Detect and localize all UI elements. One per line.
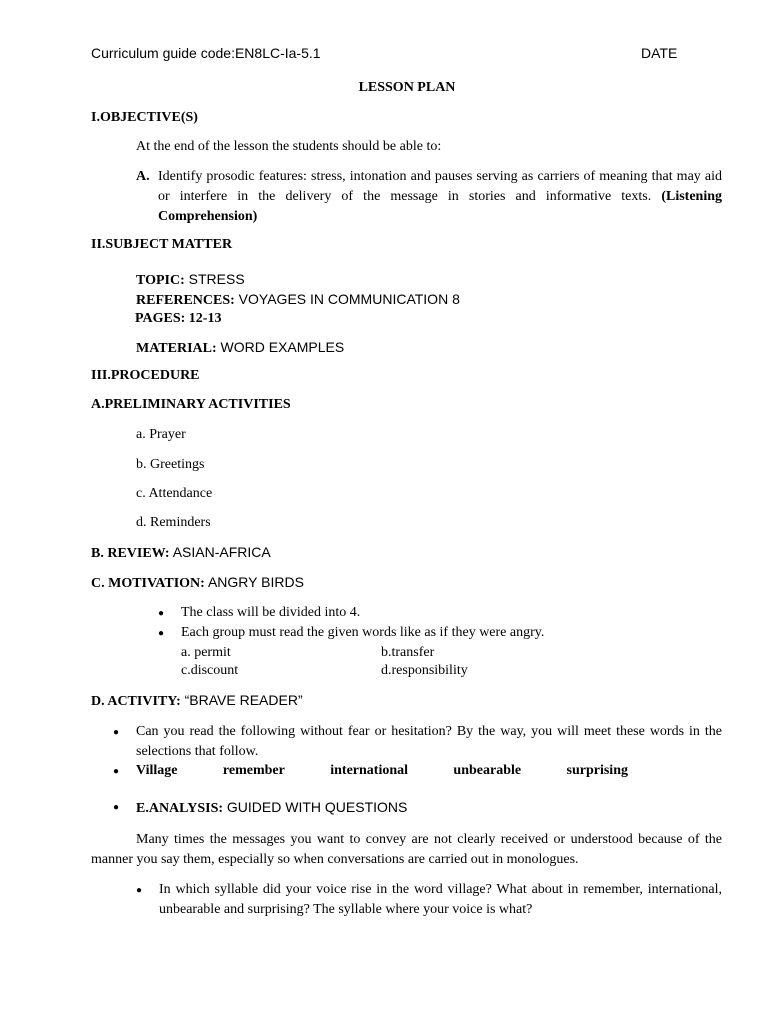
preliminary-item: d. Reminders <box>136 515 211 530</box>
preliminary-item: c. Attendance <box>136 486 213 501</box>
activity-label: D. ACTIVITY: <box>91 694 181 709</box>
procedure-heading: III.PROCEDURE <box>91 368 200 383</box>
motivation-value: ANGRY BIRDS <box>204 574 304 590</box>
activity-bullet: Can you read the following without fear or hesitation? By the way, you will meet these words in the selections that follow. <box>136 724 722 759</box>
objective-item-text: Identify prosodic features: stress, intonation and pauses serving as carriers of meaning that may aid or interfere in the delivery of the message in stories and informative texts. <box>158 169 722 204</box>
bullet-icon: ● <box>113 802 120 813</box>
references-label: REFERENCES: <box>136 293 235 308</box>
objective-item <box>158 167 722 227</box>
review-value: ASIAN-AFRICA <box>169 544 271 560</box>
objectives-heading: I.OBJECTIVE(S) <box>91 110 198 125</box>
analysis-paragraph: Many times the messages you want to convey are not clearly received or understood because of the manner you say them, especially so when conversations are carried out in monologues. <box>91 832 722 867</box>
analysis-label: E.ANALYSIS: <box>136 801 224 816</box>
activity-word: unbearable <box>453 763 522 778</box>
topic-value: STRESS <box>184 271 245 287</box>
review-line <box>91 544 271 562</box>
activity-line <box>91 692 303 710</box>
preliminary-item: a. Prayer <box>136 427 186 442</box>
motivation-bullet: The class will be divided into 4. <box>181 605 361 620</box>
activity-word: surprising <box>566 763 628 778</box>
motivation-label: C. MOTIVATION: <box>91 576 205 591</box>
date-label: DATE <box>641 45 678 61</box>
analysis-question: In which syllable did your voice rise in the word village? What about in remember, international, unbearable and surprising? The syllable where your voice is what? <box>159 882 722 917</box>
activity-word: international <box>330 763 409 778</box>
bullet-icon: ● <box>136 885 143 896</box>
motivation-word: c.discount <box>181 663 239 678</box>
topic-line <box>136 271 245 289</box>
subject-matter-heading: II.SUBJECT MATTER <box>91 237 233 252</box>
references-value: VOYAGES IN COMMUNICATION 8 <box>234 291 460 307</box>
motivation-word: d.responsibility <box>381 663 468 678</box>
analysis-value: GUIDED WITH QUESTIONS <box>223 799 408 815</box>
references-line <box>136 291 460 309</box>
activity-word-list <box>136 763 628 779</box>
curriculum-code: Curriculum guide code:EN8LC-Ia-5.1 <box>91 45 321 61</box>
motivation-line <box>91 574 304 592</box>
preliminary-heading: A.PRELIMINARY ACTIVITIES <box>91 397 291 412</box>
bullet-icon: ● <box>158 608 165 619</box>
motivation-word: a. permit <box>181 645 231 660</box>
topic-label: TOPIC: <box>136 273 185 288</box>
review-label: B. REVIEW: <box>91 546 170 561</box>
analysis-line <box>136 799 407 817</box>
bullet-icon: ● <box>158 628 165 639</box>
objectives-intro: At the end of the lesson the students should be able to: <box>136 139 442 154</box>
preliminary-item: b. Greetings <box>136 457 205 472</box>
objective-item-letter: A. <box>136 169 150 184</box>
pages-line: PAGES: 12-13 <box>135 311 222 326</box>
material-label: MATERIAL: <box>136 341 217 356</box>
activity-word: Village <box>136 763 178 778</box>
bullet-icon: ● <box>113 766 120 777</box>
objective-item-tag: (Listening Comprehension) <box>158 189 722 224</box>
activity-word: remember <box>222 763 285 778</box>
page-title: LESSON PLAN <box>358 80 456 95</box>
material-line <box>136 339 344 357</box>
motivation-bullet: Each group must read the given words like as if they were angry. <box>181 625 545 640</box>
bullet-icon: ● <box>113 727 120 738</box>
material-value: WORD EXAMPLES <box>216 339 345 355</box>
activity-value: “BRAVE READER” <box>180 692 303 708</box>
motivation-word: b.transfer <box>381 645 435 660</box>
